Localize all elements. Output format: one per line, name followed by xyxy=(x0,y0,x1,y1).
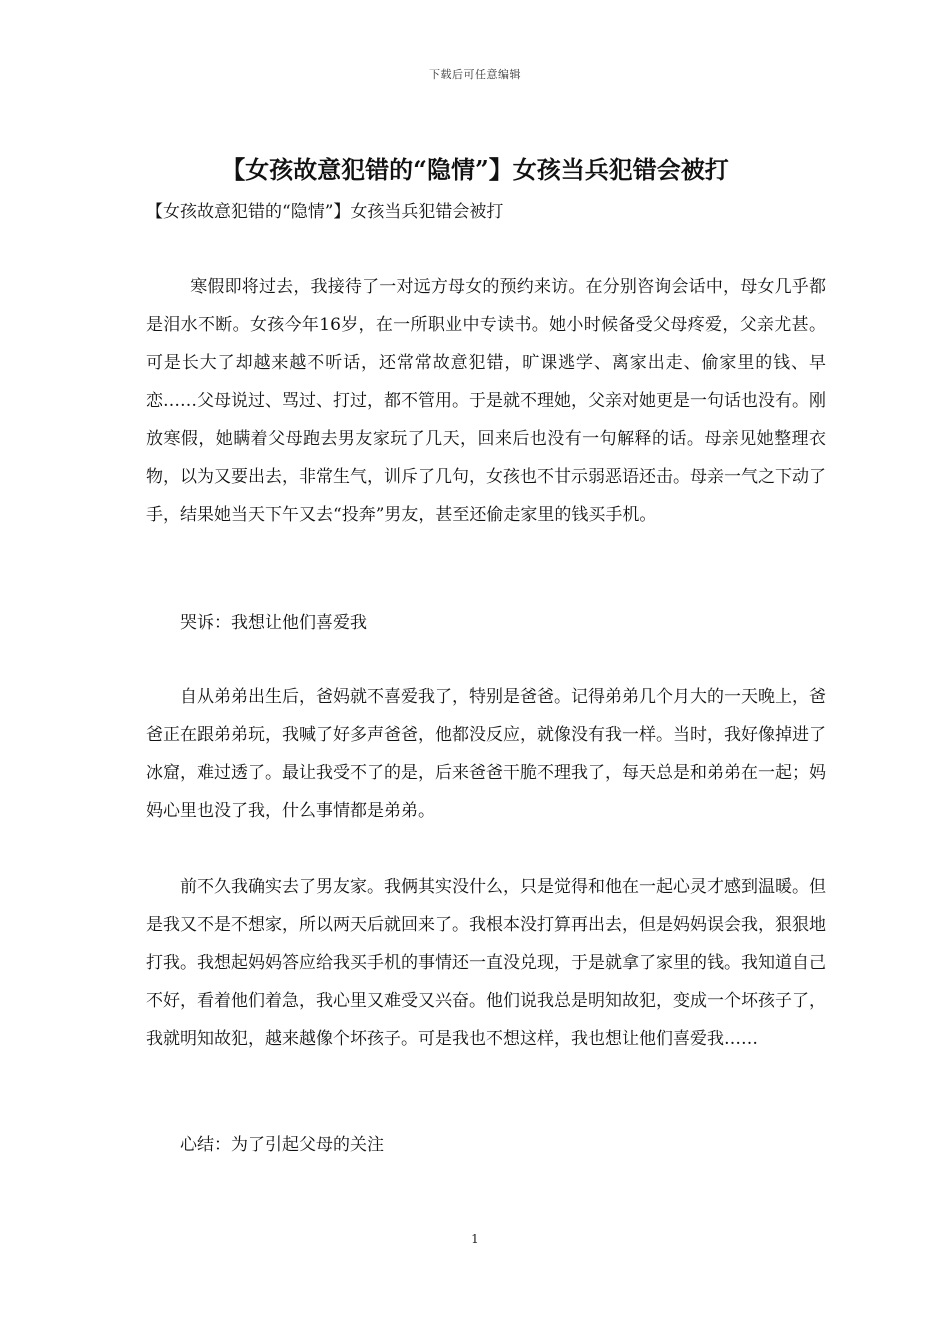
page-number: 1 xyxy=(471,1232,479,1246)
section-heading-cry: 哭诉：我想让他们喜爱我 xyxy=(180,613,367,633)
paragraph-boyfriend: 前不久我确实去了男友家。我俩其实没什么，只是觉得和他在一起心灵才感到温暖。但是我又不是不想家，所以两天后就回来了。我根本没打算再出去，但是妈妈误会我，狠狠地打我。我想起妈妈答应给我买手机的事情还一直没兑现，于是就拿了家里的钱。我知道自己不好，看着他们着急，我心里又难受又兴奋。他们说我总是明知故犯，变成一个坏孩子了，我就明知故犯，越来越像个坏孩子。可是我也不想这样，我也想让他们喜爱我…… xyxy=(146,877,826,1049)
paragraph-intro: 寒假即将过去，我接待了一对远方母女的预约来访。在分别咨询会话中，母女几乎都是泪水不断。女孩今年16岁，在一所职业中专读书。她小时候备受父母疼爱，父亲尤甚。可是长大了却越来越不听话，还常常故意犯错，旷课逃学、离家出走、偷家里的钱、早恋……父母说过、骂过、打过，都不管用。于是就不理她，父亲对她更是一句话也没有。刚放寒假，她瞒着父母跑去男友家玩了几天，回来后也没有一句解释的话。母亲见她整理衣物，以为又要出去，非常生气，训斥了几句，女孩也不甘示弱恶语还击。母亲一气之下动了手，结果她当天下午又去“投奔”男友，甚至还偷走家里的钱买手机。 xyxy=(146,277,826,525)
document-title: 【女孩故意犯错的“隐情”】女孩当兵犯错会被打 xyxy=(221,155,729,184)
document-subtitle: 【女孩故意犯错的“隐情”】女孩当兵犯错会被打 xyxy=(146,202,504,222)
paragraph-brother: 自从弟弟出生后，爸妈就不喜爱我了，特别是爸爸。记得弟弟几个月大的一天晚上，爸爸正在跟弟弟玩，我喊了好多声爸爸，他都没反应，就像没有我一样。当时，我好像掉进了冰窟，难过透了。最让我受不了的是，后来爸爸干脆不理我了，每天总是和弟弟在一起；妈妈心里也没了我，什么事情都是弟弟。 xyxy=(146,687,826,821)
section-heading-knot: 心结：为了引起父母的关注 xyxy=(180,1135,384,1155)
header-note: 下载后可任意编辑 xyxy=(429,68,521,81)
